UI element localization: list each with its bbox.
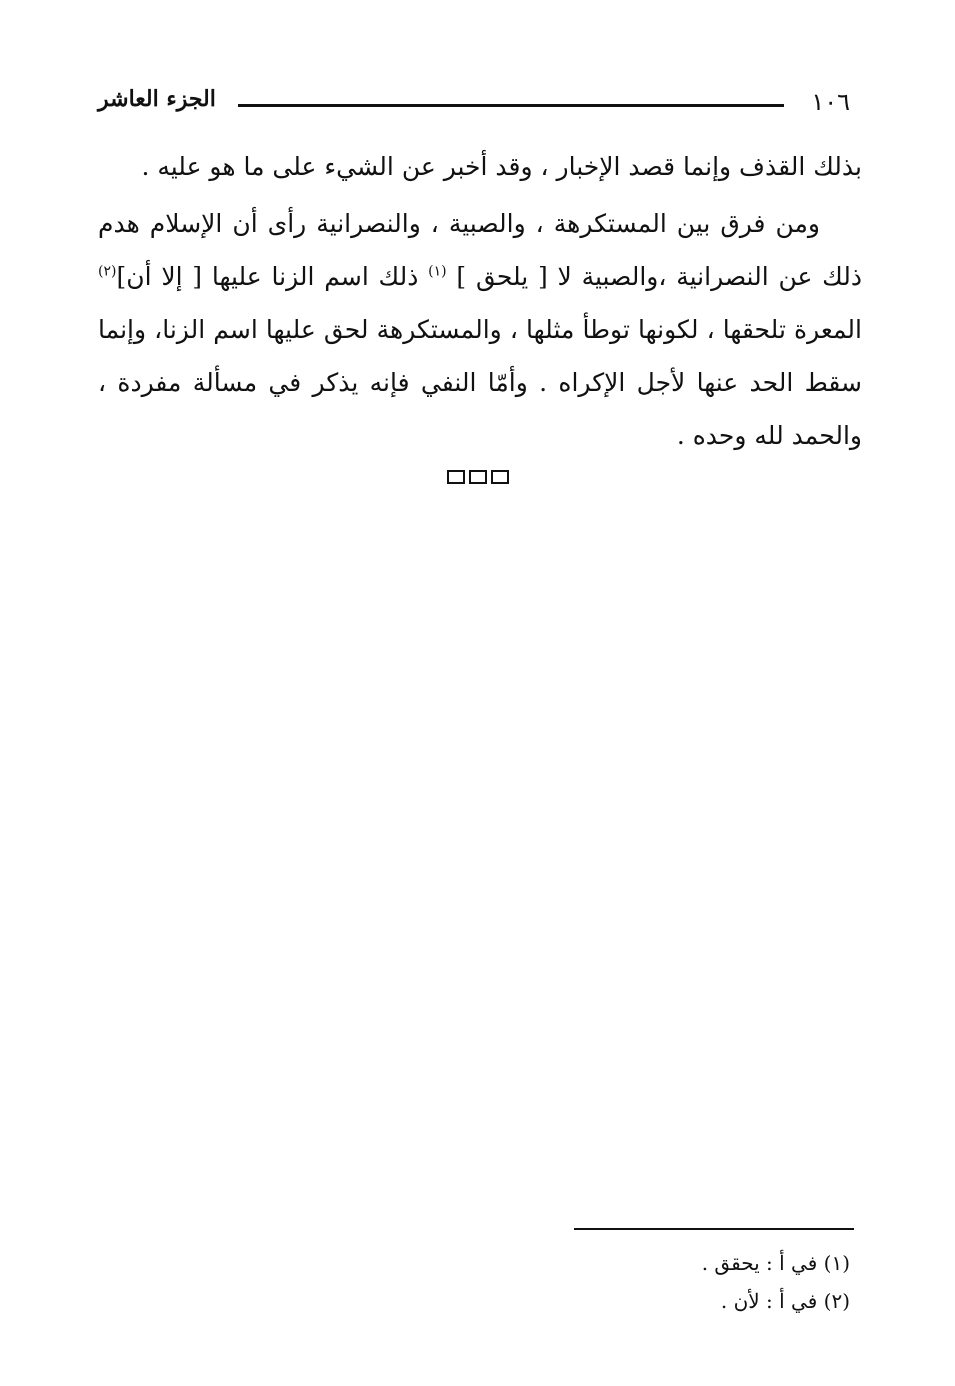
paragraph-1: بذلك القذف وإنما قصد الإخبار ، وقد أخبر عن الشيء على ما هو عليه . [141, 152, 862, 181]
page-header [98, 86, 860, 120]
section-end-ornament [442, 470, 514, 490]
running-title: الجزء العاشر [98, 86, 216, 112]
paragraph-2-part-2: ذلك اسم الزنا عليها [ إلا أن] [116, 262, 429, 291]
header-rule [238, 104, 784, 107]
paragraph-2 [98, 197, 862, 462]
paragraph-2-part-1: ومن فرق بين المستكرهة ، والصبية ، والنصرانية رأى أن الإسلام هدم ذلك عن النصرانية ،والصبية لا [ يلحق ] [98, 209, 863, 291]
ornament-square-icon [491, 470, 509, 484]
footnote-2: (٢) في أ : لأن . [720, 1289, 850, 1313]
ornament-square-icon [447, 470, 465, 484]
footnote-rule [574, 1228, 854, 1230]
footnote-ref-2: (٢) [98, 263, 117, 280]
paragraph-2-part-3: المعرة تلحقها ، لكونها توطأ مثلها ، والمستكرهة لحق عليها اسم الزنا، وإنما سقط الحد عنها لأجل الإكراه . وأمّا النفي فإنه يذكر في مسألة مفردة ، والحمد لله وحده . [98, 315, 862, 450]
footnotes [560, 1244, 850, 1320]
main-text [98, 140, 862, 462]
ornament-square-icon [469, 470, 487, 484]
footnote-ref-1: (١) [428, 263, 447, 280]
footnote-1: (١) في أ : يحقق . [701, 1251, 850, 1275]
page-number: ١٠٦ [811, 88, 850, 116]
